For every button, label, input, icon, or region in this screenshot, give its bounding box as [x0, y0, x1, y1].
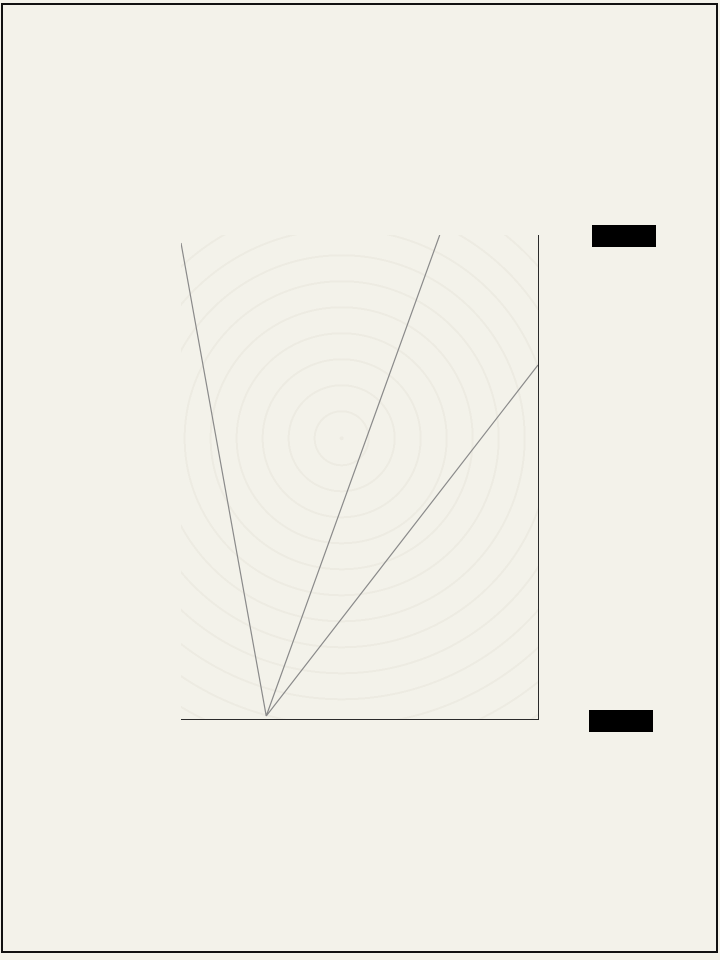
tuan-label — [589, 710, 653, 732]
aspect-lines-icon — [181, 235, 538, 719]
triet-label — [592, 225, 656, 247]
center-panel — [181, 235, 539, 720]
calligraphy-brand — [181, 235, 538, 719]
chart-grid — [1, 3, 718, 953]
